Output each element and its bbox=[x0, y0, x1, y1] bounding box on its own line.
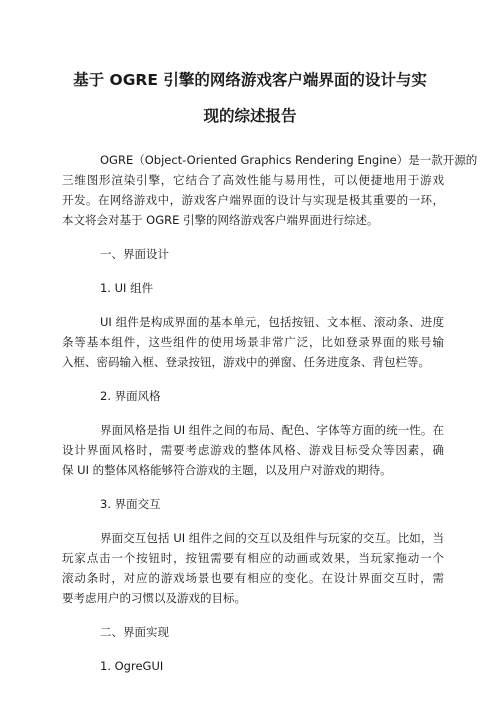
paragraph-line: 设计界面风格时，需要考虑游戏的整体风格、游戏目标受众等因素，确 bbox=[62, 443, 444, 457]
intro-line: 开发。在网络游戏中，游戏客户端界面的设计与实现是极其重要的一环， bbox=[62, 193, 444, 207]
paragraph-line: 玩家点击一个按钮时，按钮需要有相应的动画或效果，当玩家拖动一个 bbox=[62, 551, 444, 565]
document-title-line-1: 基于 OGRE 引擎的网络游戏客户端界面的设计与实 bbox=[73, 71, 427, 89]
paragraph-line: 滚动条时，对应的游戏场景也要有相应的变化。在设计界面交互时，需 bbox=[62, 571, 444, 585]
section-heading-design: 一、界面设计 bbox=[100, 247, 169, 261]
paragraph-line: 入框、密码输入框、登录按钮，游戏中的弹窗、任务进度条、背包栏等。 bbox=[62, 355, 430, 369]
paragraph-line: 界面交互包括 UI 组件之间的交互以及组件与玩家的交互。比如，当 bbox=[100, 531, 444, 545]
subheading-ui-components: 1. UI 组件 bbox=[100, 281, 154, 295]
paragraph-line: 要考虑用户的习惯以及游戏的目标。 bbox=[62, 591, 246, 605]
subheading-ui-style: 2. 界面风格 bbox=[100, 389, 161, 403]
paragraph-line: 界面风格是指 UI 组件之间的布局、配色、字体等方面的统一性。在 bbox=[100, 423, 444, 437]
ui-style-paragraph bbox=[62, 420, 444, 480]
document-body bbox=[62, 150, 478, 690]
ui-components-paragraph bbox=[62, 312, 444, 372]
paragraph-line: UI 组件是构成界面的基本单元，包括按钮、文本框、滚动条、进度 bbox=[100, 315, 444, 329]
paragraph-line: 条等基本组件，这些组件的使用场景非常广泛，比如登录界面的账号输 bbox=[62, 335, 444, 349]
intro-line: 三维图形渲染引擎，它结合了高效性能与易用性，可以便捷地用于游戏 bbox=[62, 173, 444, 187]
paragraph-line: 保 UI 的整体风格能够符合游戏的主题，以及用户对游戏的期待。 bbox=[62, 463, 392, 477]
subheading-ogregui: 1. OgreGUI bbox=[100, 659, 164, 673]
ui-interaction-paragraph bbox=[62, 528, 444, 608]
document-title-line-2: 现的综述报告 bbox=[203, 107, 297, 125]
subheading-ui-interaction: 3. 界面交互 bbox=[100, 497, 161, 511]
intro-line: 本文将会对基于 OGRE 引擎的网络游戏客户端界面进行综述。 bbox=[62, 213, 379, 227]
intro-paragraph bbox=[62, 150, 478, 230]
intro-line: OGRE（Object-Oriented Graphics Rendering Engine）是一款开源的 bbox=[100, 153, 478, 167]
section-heading-implementation: 二、界面实现 bbox=[100, 625, 169, 639]
